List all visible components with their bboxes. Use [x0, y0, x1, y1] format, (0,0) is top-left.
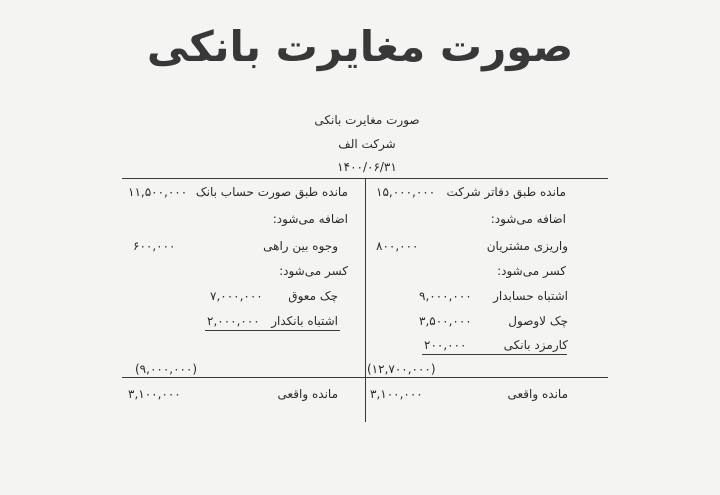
deposits-in-transit-label: وجوه بین راهی: [263, 239, 338, 253]
outstanding-check-value: ۷,۰۰۰,۰۰۰: [210, 289, 263, 303]
books-balance-label: مانده طبق دفاتر شرکت: [446, 185, 566, 199]
books-final-label: مانده واقعی: [507, 387, 568, 401]
bank-add-label: اضافه می‌شود:: [272, 212, 348, 226]
bank-deduct-total: (۹,۰۰۰,۰۰۰): [135, 362, 198, 376]
statement-heading: صورت مغایرت بانکی: [314, 113, 420, 127]
bank-final-label: مانده واقعی: [277, 387, 338, 401]
bank-fee-label: کارمزد بانکی: [503, 338, 568, 352]
bank-fee-underline: [422, 354, 567, 355]
bank-deduct-label: کسر می‌شود:: [279, 264, 348, 278]
deposits-in-transit-value: ۶۰۰,۰۰۰: [133, 239, 176, 253]
books-deduct-total: (۱۲,۷۰۰,۰۰۰): [367, 362, 436, 376]
customer-deposits-value: ۸۰۰,۰۰۰: [376, 239, 419, 253]
bank-balance-label: مانده طبق صورت حساب بانک: [195, 185, 348, 199]
banker-error-label: اشتباه بانکدار: [271, 314, 338, 328]
banker-error-value: ۲,۰۰۰,۰۰۰: [207, 314, 260, 328]
center-divider: [365, 178, 366, 422]
books-balance-value: ۱۵,۰۰۰,۰۰۰: [376, 185, 436, 199]
books-final-value: ۳,۱۰۰,۰۰۰: [370, 387, 423, 401]
outstanding-check-label: چک معوق: [288, 289, 338, 303]
bank-fee-value: ۲۰۰,۰۰۰: [424, 338, 467, 352]
customer-deposits-label: واریزی مشتریان: [486, 239, 568, 253]
slide-title: صورت مغایرت بانکی: [146, 22, 574, 71]
books-deduct-label: کسر می‌شود:: [497, 264, 566, 278]
total-rule: [122, 377, 608, 378]
accountant-error-label: اشتباه حسابدار: [493, 289, 568, 303]
bank-final-value: ۳,۱۰۰,۰۰۰: [128, 387, 181, 401]
bank-balance-value: ۱۱,۵۰۰,۰۰۰: [128, 185, 188, 199]
bounced-check-value: ۳,۵۰۰,۰۰۰: [419, 314, 472, 328]
books-add-label: اضافه می‌شود:: [490, 212, 566, 226]
company-name: شرکت الف: [338, 137, 396, 151]
bounced-check-label: چک لاوصول: [508, 314, 568, 328]
statement-date: ۱۴۰۰/۰۶/۳۱: [337, 160, 397, 174]
accountant-error-value: ۹,۰۰۰,۰۰۰: [419, 289, 472, 303]
banker-error-underline: [205, 330, 340, 331]
